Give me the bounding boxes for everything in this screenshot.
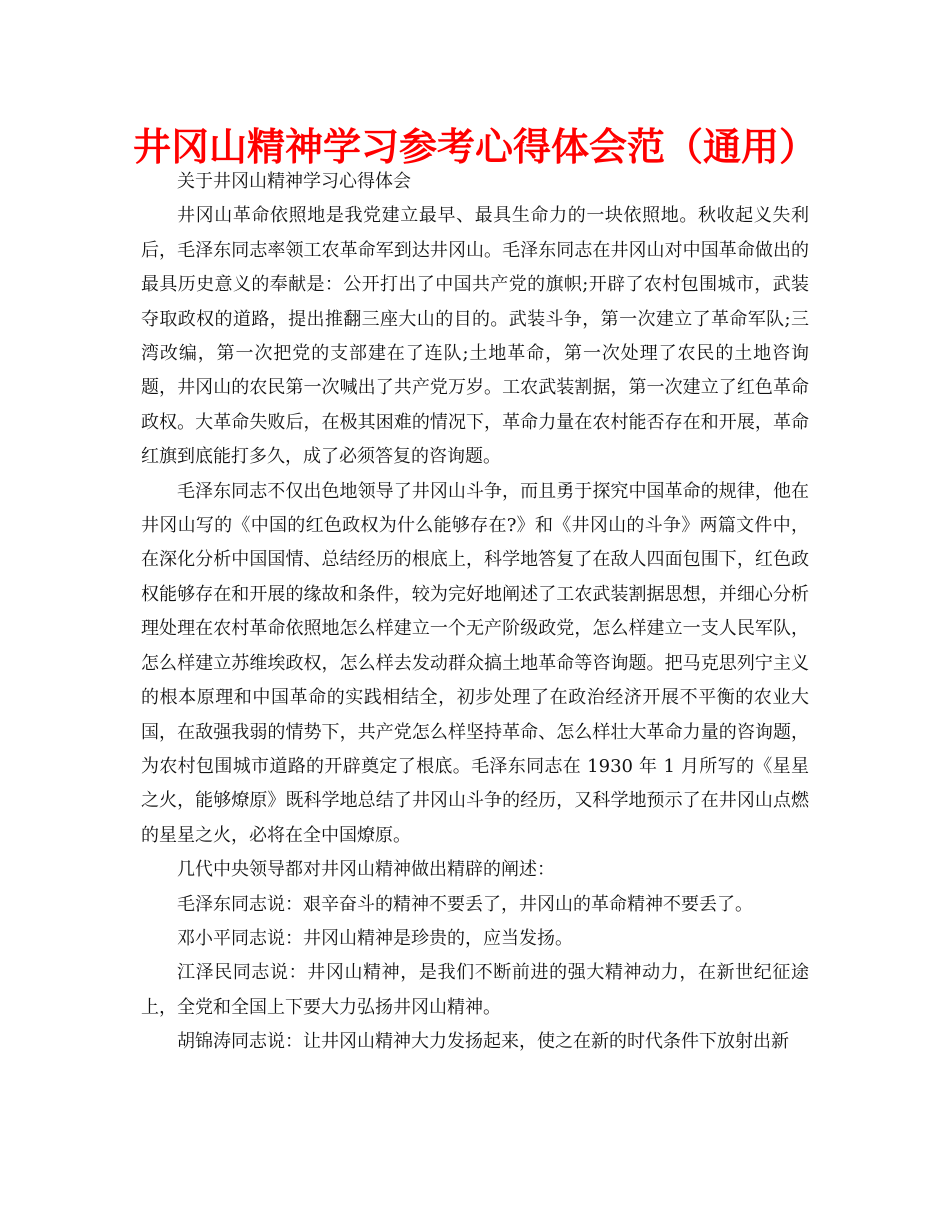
quote-paragraph: 邓小平同志说：井冈山精神是珍贵的，应当发扬。 [177,927,573,949]
body-paragraph: 毛泽东同志不仅出色地领导了井冈山斗争，而且勇于探究中国革命的规律，他在井冈山写的《中国的红色政权为什么能够存在?》和《井冈山的斗争》两篇文件中，在深化分析中国国情、总结经历的根底上，科学地答复了在敌人四面包围下，红色政权能够存在和开展的缘故和条件，较为完好地阐述了工农武装割据思想，并细心分析理处理在农村革命依照地怎么样建立一个无产阶级政党，怎么样建立一支人民军队，怎么样建立苏维埃政权，怎么样去发动群众搞土地革命等咨询题。把马克思列宁主义的根本原理和中国革命的实践相结全，初步处理了在政治经济开展不平衡的农业大国，在敌强我弱的情势下，共产党怎么样坚持革命、怎么样壮大革命力量的咨询题，为农村包围城市道路的开辟奠定了根底。毛泽东同志在 1930 年 1 月所写的《星星之火，能够燎原》既科学地总结了井冈山斗争的经历，又科学地预示了在井冈山点燃的星星之火，必将在全中国燎原。 [141,480,809,846]
body-paragraph: 几代中央领导都对井冈山精神做出精辟的阐述： [177,859,555,881]
body-paragraph: 井冈山革命依照地是我党建立最早、最具生命力的一块依照地。秋收起义失利后，毛泽东同志率领工农革命军到达井冈山。毛泽东同志在井冈山对中国革命做出的最具历史意义的奉献是：公开打出了中国共产党的旗帜;开辟了农村包围城市，武装夺取政权的道路，提出推翻三座大山的目的。武装斗争，第一次建立了革命军队;三湾改编，第一次把党的支部建在了连队;土地革命，第一次处理了农民的土地咨询题，井冈山的农民第一次喊出了共产党万岁。工农武装割据，第一次建立了红色革命政权。大革命失败后，在极其困难的情况下，革命力量在农村能否存在和开展，革命红旗到底能打多久，成了必须答复的咨询题。 [141,205,809,468]
quote-paragraph: 毛泽东同志说：艰辛奋斗的精神不要丢了，井冈山的革命精神不要丢了。 [177,893,753,915]
document-body [141,165,809,1060]
quote-paragraph: 胡锦涛同志说：让井冈山精神大力发扬起来，使之在新的时代条件下放射出新 [177,1031,789,1053]
document-title: 井冈山精神学习参考心得体会范（通用） [132,125,817,169]
subtitle-paragraph: 关于井冈山精神学习心得体会 [177,171,411,192]
quote-paragraph: 江泽民同志说：井冈山精神，是我们不断前进的强大精神动力，在新世纪征途上，全党和全国上下要大力弘扬井冈山精神。 [141,962,809,1018]
